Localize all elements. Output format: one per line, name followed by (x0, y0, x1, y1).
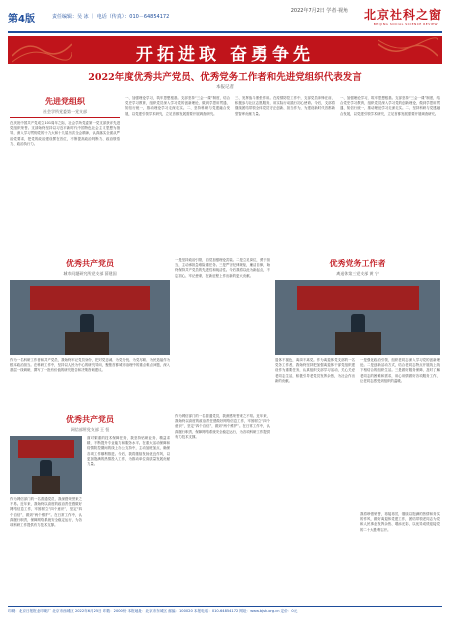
section-subtitle: 网信部所党支部 王 恒 (70, 427, 110, 432)
article-paragraph: 一、加强理论学习，筑牢思想根基。支部坚持“三会一课”制度，结合党史学习教育，组织党员深入学习党的创新理论，做到学思用贯通、知信行统一，推动理论学习走深走实。二、坚持科研与党建融合发展，以党建引领学术研究，立足首都发展需要开展调查研究。 (340, 96, 440, 116)
article-paragraph: 退休不褪色，离岗不离党。作为离退休党支部的一名党务工作者，我始终坚持把加强离退休干部党组织建设作为重要任务，认真组织支部学习活动，关心关爱老同志生活，积极引导老党员发挥余热，为社会作出新的贡献。 (275, 358, 355, 383)
section-outstanding-member-2 (10, 414, 170, 433)
editor-info: 责任编辑：吴 冰 ｜ 电话（传真）：010－64854172 (52, 14, 170, 20)
issue-date: 2022年7月2日 学者·视角 (290, 8, 348, 14)
newspaper-title: 北京社科之窗 (363, 8, 442, 22)
page-number-label: 第4版 (8, 14, 35, 25)
section-subtitle: 离退休第三党支部 黄 宁 (336, 271, 379, 276)
article-byline: 本报记者 (216, 85, 234, 90)
article-paragraph: 一是坚持政治引领，自觉加强理论武装。二是立足岗位，勇于担当，主动承担急难险重任务。三是严守纪律规矩，廉洁自律，始终保持共产党员的先进性和纯洁性。今后我将以此为新起点，不忘初心、牢记使命，在新征程上作出新的更大贡献。 (175, 258, 270, 278)
section-title: 优秀共产党员 (66, 258, 114, 268)
title-banner (8, 36, 442, 64)
article-paragraph: 我将珍惜荣誉，再接再厉，继续以饱满的热情和务实的作风，做好离退休党建工作，团结带领老同志为党和人民事业发挥余热、增添光彩，以优异成绩迎接党的二十大胜利召开。 (360, 512, 440, 532)
footer-imprint: 印刷：北京日报报业印刷厂 北京市西城区 2022年6月25日 印数：2000份 本报地址：北京市东城区 邮编：100020 本报电话：010-64854172 网址：www.bjsk.org.cn 定价：0元 (8, 609, 298, 613)
section-title: 优秀党务工作者 (329, 258, 386, 268)
article-paragraph: 在庆祝中国共产党成立101周年之际，社会学所党委第一党支部获评先进党组织荣誉。支部始终坚持以习近平新时代中国特色社会主义思想为指导，深入学习贯彻党的十九大和十九届历次全会精神，认真落实全面从严治党要求，把党的政治建设摆在首位，不断提高政治判断力、政治领悟力、政治执行力。 (10, 121, 120, 146)
section-outstanding-member-1 (10, 258, 170, 277)
footer-divider (8, 606, 442, 607)
speaker-photo-1 (10, 280, 170, 355)
article-paragraph: 作为网信部门的一名普通党员，我深感荣誉来之不易。近年来，我始终以高度的政治责任感做好网络信息工作，牢固树立“四个意识”，坚定“四个自信”，做到“两个维护”。在日常工作中，认真履行职责，保障网络系统安全稳定运行，为各项科研工作提供有力技术支撑。 (10, 497, 82, 528)
article-paragraph: 作为一名科研工作者和共产党员，我始终牢记党员身份，把对党忠诚、为党分忧、为党尽职、为民造福作为根本政治担当。在科研工作中，坚持以人民为中心的研究导向，聚焦首都城市治理中的重点难点问题，深入基层一线调研，撰写了一批有价值的研究报告和决策咨询建议。 (10, 358, 170, 373)
article-paragraph: 作为网信部门的一名普通党员，我深感荣誉来之不易。近年来，我始终以高度的政治责任感做好网络信息工作，牢固树立“四个意识”，坚定“四个自信”，做到“两个维护”。在日常工作中，认真履行职责，保障网络系统安全稳定运行，为各项科研工作提供有力技术支撑。 (175, 414, 270, 439)
section-title: 先进党组织 (45, 96, 85, 106)
newspaper-subtitle: BEIJING SOCIAL SCIENCE REVIEW (373, 22, 438, 26)
section-advanced-org (10, 96, 120, 115)
section-divider (10, 117, 120, 118)
section-subtitle: 城市问题研究所党支部 薛建国 (63, 271, 117, 276)
article-paragraph: 一、加强理论学习，筑牢思想根基。支部坚持“三会一课”制度，结合党史学习教育，组织党员深入学习党的创新理论，做到学思用贯通、知信行统一，推动理论学习走深走实。二、坚持科研与党建融合发展，以党建引领学术研究，立足首都发展需要开展调查研究。 (125, 96, 230, 116)
section-outstanding-worker (275, 258, 440, 277)
article-headline: 2022年度优秀共产党员、优秀党务工作者和先进党组织代表发言 (88, 72, 362, 83)
speaker-photo-2 (10, 436, 82, 494)
section-title: 优秀共产党员 (66, 414, 114, 424)
speaker-photo-3 (275, 280, 440, 355)
header-divider (8, 31, 442, 33)
article-paragraph: 三、发挥战斗堡垒作用。在疫情防控工作中，支部党员冲锋在前，积极参与社区志愿服务，用实际行动践行初心使命。今后，支部将继续团结带领全体党员守正创新、担当作为，为建设新时代首都新型智库贡献力量。 (235, 96, 335, 116)
article-paragraph: 面对繁重的技术保障任务，我坚持钻研业务、精益求精，不断提升专业能力和服务水平。在重大活动保障和疫情防控期间的线上办公支持中，主动加班加点，确保各项工作顺利推进。今后，我将继续发扬优良作风，以更加饱满的热情投入工作，为推动单位高质量发展贡献力量。 (87, 436, 170, 467)
article-paragraph: 一是强化政治引领，组织老同志深入学习党的创新理论。二是创新活动方式，结合老同志特点开展线上线下相结合的组织生活。三是做好服务保障，及时了解老同志的困难和需求，用心用情做好各项服务工作，让老同志感受到组织的温暖。 (360, 358, 440, 383)
banner-title: 开拓进取 奋勇争先 (136, 45, 314, 64)
section-subtitle: 社会学所党委第一党支部 (43, 109, 87, 114)
